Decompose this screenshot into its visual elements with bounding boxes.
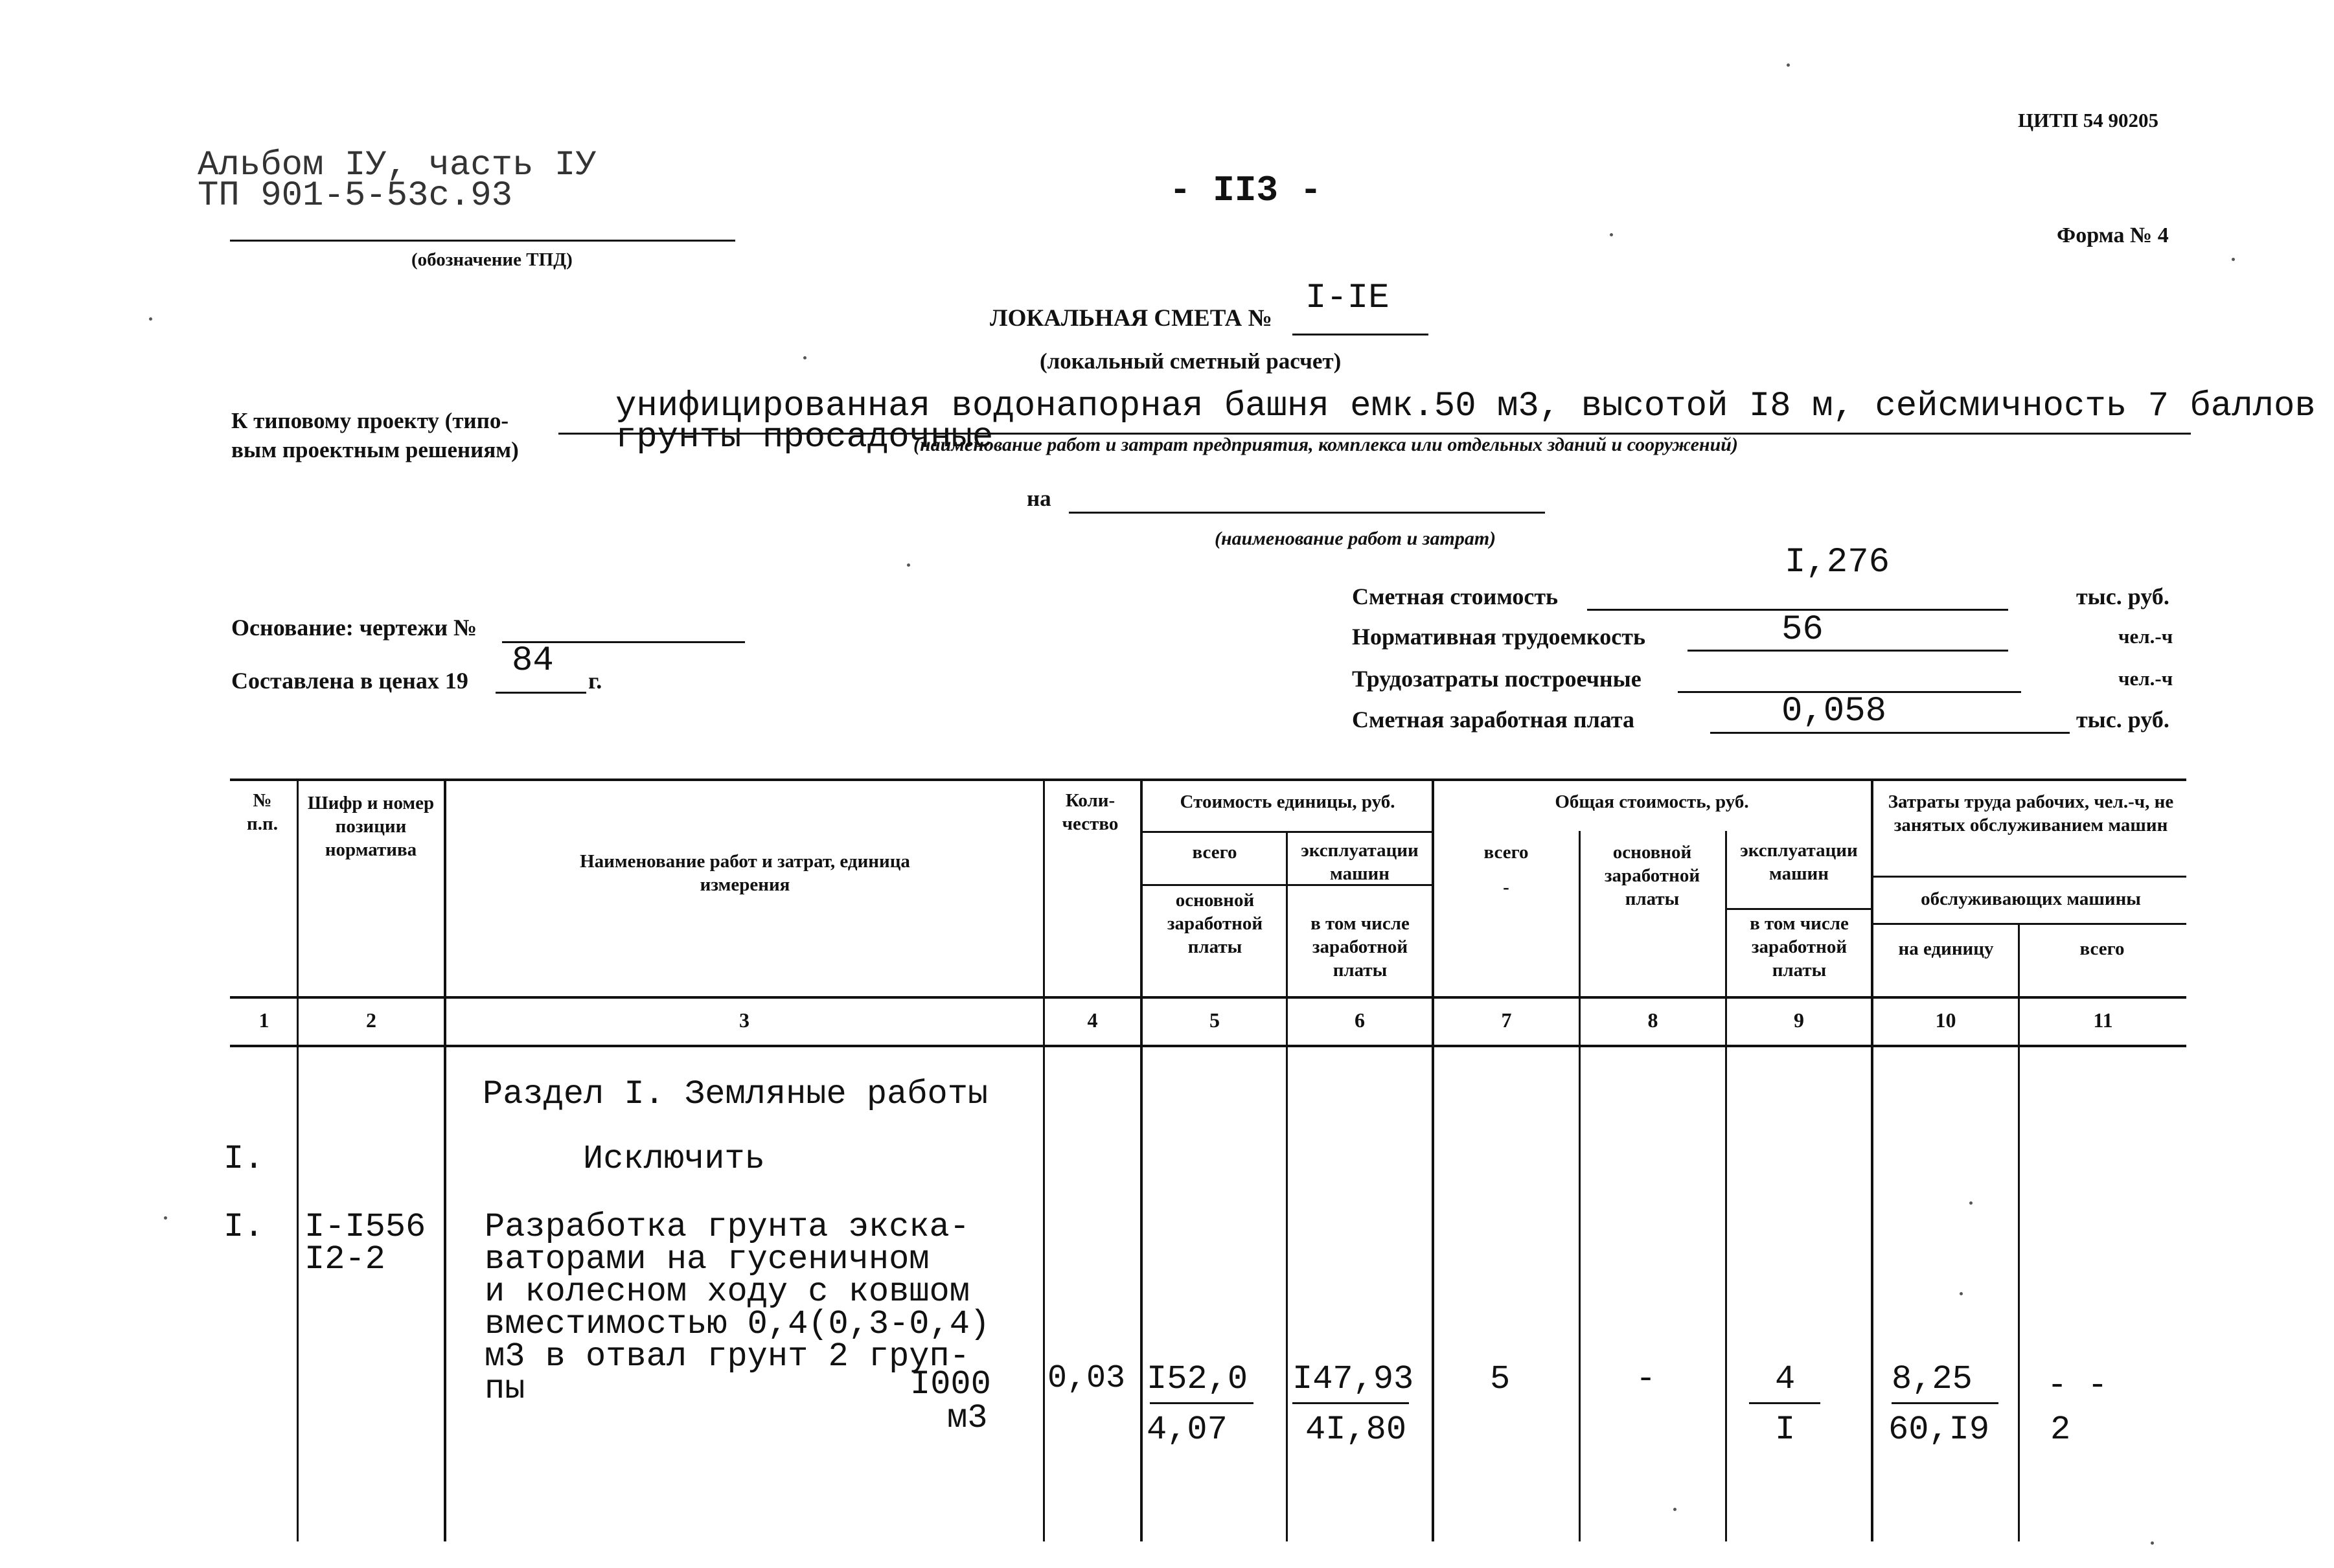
table-top-rule <box>230 778 2186 781</box>
scan-speck <box>1787 63 1790 67</box>
row-code-2: I2-2 <box>304 1240 385 1278</box>
header-unit-machines-wage: в том числе заработной платы <box>1310 913 1410 981</box>
row-code-1: I-I556 <box>304 1208 426 1246</box>
row-labor-per-unit-top: 8,25 <box>1892 1360 1973 1398</box>
table-vline-9 <box>1725 831 1727 1541</box>
row-total-machines-rule <box>1749 1402 1820 1404</box>
header-labor-machines: обслуживающих машины <box>1921 889 2141 909</box>
row-num: I. <box>223 1208 264 1246</box>
prices-year: 84 <box>512 641 554 681</box>
header-unit-total: всего <box>1192 842 1237 863</box>
table-vline-5 <box>1140 778 1143 1541</box>
labor-norm-value: 56 <box>1781 610 1824 650</box>
album-label: Альбом IУ, часть IУ <box>198 146 597 185</box>
table-vline-8 <box>1579 831 1581 1541</box>
tp-label: ТП 901-5-53с.93 <box>198 176 513 216</box>
labor-site-label: Трудозатраты построечные <box>1352 666 1642 692</box>
row-unit-1: I000 <box>910 1365 991 1403</box>
project-caption: (наименование работ и затрат предприятия, комплекса или отдельных зданий и сооружений) <box>913 434 1738 455</box>
estimate-number-underline <box>1292 334 1428 335</box>
header-total-main-wage: основной заработной платы <box>1604 842 1700 909</box>
table-vline-7 <box>1432 778 1434 1541</box>
wage-unit: тыс. руб. <box>2076 707 2169 733</box>
header-total-machines: эксплуатации машин <box>1740 840 1858 884</box>
estimate-title: ЛОКАЛЬНАЯ СМЕТА № <box>990 305 1272 332</box>
row-name-6: пы <box>485 1370 525 1408</box>
estimate-number: I-IE <box>1305 278 1390 318</box>
row-labor-total-bottom: 2 <box>2050 1411 2071 1449</box>
scan-speck <box>1610 233 1613 236</box>
header-name: Наименование работ и затрат, единица измерения <box>580 851 910 895</box>
scan-speck <box>149 317 152 321</box>
row-total-machines: 4 <box>1775 1360 1796 1398</box>
header-labor-total: всего <box>2079 938 2125 959</box>
prices-label: Составлена в ценах 19 <box>231 668 468 694</box>
row-unit-2: м3 <box>947 1399 988 1437</box>
tpd-caption: (обозначение ТПД) <box>411 249 573 270</box>
header-total-dash: - <box>1503 877 1509 898</box>
labor-site-unit: чел.-ч <box>2118 667 2173 690</box>
table-vline-11 <box>2018 923 2020 1541</box>
header-code: Шифр и номер позиции норматива <box>307 793 435 860</box>
scan-speck <box>803 356 807 359</box>
colnum-9: 9 <box>1794 1008 1804 1032</box>
project-label-1: К типовому проекту (типо- <box>231 408 509 433</box>
document-code: ЦИТП 54 90205 <box>2018 109 2159 131</box>
header-unit-cost: Стоимость единицы, руб. <box>1180 791 1395 812</box>
colnum-4: 4 <box>1087 1008 1098 1032</box>
estimated-cost-label: Сметная стоимость <box>1352 584 1559 609</box>
na-underline <box>1069 512 1545 514</box>
header-unit-machines: эксплуатации машин <box>1301 840 1419 884</box>
exclude-text: Исключить <box>583 1140 765 1178</box>
row-total-machines-wage: I <box>1775 1411 1796 1449</box>
labor-norm-unit: чел.-ч <box>2118 625 2173 648</box>
na-caption: (наименование работ и затрат) <box>1215 528 1496 549</box>
estimate-subtitle: (локальный сметный расчет) <box>1040 348 1342 374</box>
header-labor: Затраты труда рабочих, чел.-ч, не занятых обслуживанием машин <box>1888 791 2174 835</box>
wage-value: 0,058 <box>1781 692 1887 731</box>
estimated-cost-value: I,276 <box>1785 543 1890 582</box>
table-header-bottom-rule <box>230 996 2186 999</box>
row-unit-total: I52,0 <box>1147 1360 1248 1398</box>
scan-speck <box>2232 258 2235 261</box>
row-name-3: и колесном ходу с ковшом <box>485 1273 970 1311</box>
scan-speck <box>164 1216 167 1220</box>
row-name-4: вместимостью 0,4(0,3-0,4) <box>485 1305 990 1343</box>
row-qty: 0,03 <box>1047 1360 1126 1397</box>
exclude-marker: I. <box>223 1140 264 1178</box>
row-unit-machines-wage: 4I,80 <box>1305 1411 1407 1449</box>
row-unit-machines-rule <box>1292 1402 1409 1404</box>
table-vline-4 <box>1043 778 1045 1541</box>
scan-speck <box>1960 1292 1963 1295</box>
header-total-cost: Общая стоимость, руб. <box>1555 791 1749 812</box>
header-labor-per-unit: на единицу <box>1898 938 1994 959</box>
table-vline-3 <box>444 778 446 1541</box>
header-unit-main-wage: основной заработной платы <box>1167 890 1263 957</box>
row-labor-per-unit-rule <box>1892 1402 1998 1404</box>
colnum-3: 3 <box>739 1008 749 1032</box>
table-colnum-bottom-rule <box>230 1045 2186 1047</box>
row-unit-total-rule <box>1150 1402 1253 1404</box>
row-labor-total-top: - - <box>2047 1367 2108 1405</box>
page-number: - II3 - <box>1169 170 1322 211</box>
na-label: на <box>1027 486 1051 511</box>
form-number: Форма № 4 <box>2057 223 2169 247</box>
wage-underline <box>1710 732 2070 734</box>
row-total-main-wage: - <box>1636 1360 1656 1398</box>
colnum-11: 11 <box>2093 1008 2113 1032</box>
scan-speck <box>907 563 910 567</box>
project-value-2: грунты просадочные <box>615 418 994 457</box>
project-label-2: вым проектным решениям) <box>231 437 519 462</box>
row-name-1: Разработка грунта экска- <box>485 1208 970 1246</box>
colnum-6: 6 <box>1355 1008 1365 1032</box>
scan-speck <box>1673 1508 1676 1511</box>
labor-norm-underline <box>1688 650 2008 652</box>
colnum-8: 8 <box>1647 1008 1658 1032</box>
table-vline-10 <box>1871 778 1873 1541</box>
header-total-all: всего <box>1483 842 1529 863</box>
section-title: Раздел I. Земляные работы <box>483 1075 989 1113</box>
colnum-10: 10 <box>1935 1008 1956 1032</box>
colnum-5: 5 <box>1209 1008 1220 1032</box>
scan-speck <box>1969 1201 1973 1205</box>
estimated-cost-unit: тыс. руб. <box>2076 584 2169 609</box>
prices-suffix: г. <box>588 668 602 694</box>
colnum-2: 2 <box>366 1008 376 1032</box>
row-name-5: м3 в отвал грунт 2 груп- <box>485 1337 970 1376</box>
wage-label: Сметная заработная плата <box>1352 707 1634 733</box>
colnum-1: 1 <box>258 1008 269 1032</box>
row-labor-per-unit-bottom: 60,I9 <box>1888 1411 1990 1449</box>
row-unit-main-wage: 4,07 <box>1147 1411 1228 1449</box>
colnum-7: 7 <box>1501 1008 1512 1032</box>
table-vline-6 <box>1286 831 1288 1541</box>
header-qty: Коли- чество <box>1062 790 1119 834</box>
row-unit-machines: I47,93 <box>1292 1360 1414 1398</box>
row-name-2: ваторами на гусеничном <box>485 1240 930 1278</box>
header-num: № п.п. <box>247 790 278 834</box>
header-total-machines-wage: в том числе заработной платы <box>1750 913 1849 981</box>
table-vline-2 <box>297 778 299 1541</box>
table-subhead-rule-d <box>1872 876 2186 878</box>
tpd-underline <box>230 240 735 242</box>
table-subhead-rule-e <box>1872 923 2186 925</box>
table-subhead-rule-c <box>1726 908 1872 910</box>
row-total-all: 5 <box>1490 1360 1511 1398</box>
labor-norm-label: Нормативная трудоемкость <box>1352 624 1645 650</box>
prices-year-underline <box>496 692 586 694</box>
drawings-label: Основание: чертежи № <box>231 615 477 641</box>
scan-speck <box>2151 1541 2154 1545</box>
project-value-1: унифицированная водонапорная башня емк.50 м3, высотой I8 м, сейсмичность 7 баллов <box>615 387 2316 426</box>
